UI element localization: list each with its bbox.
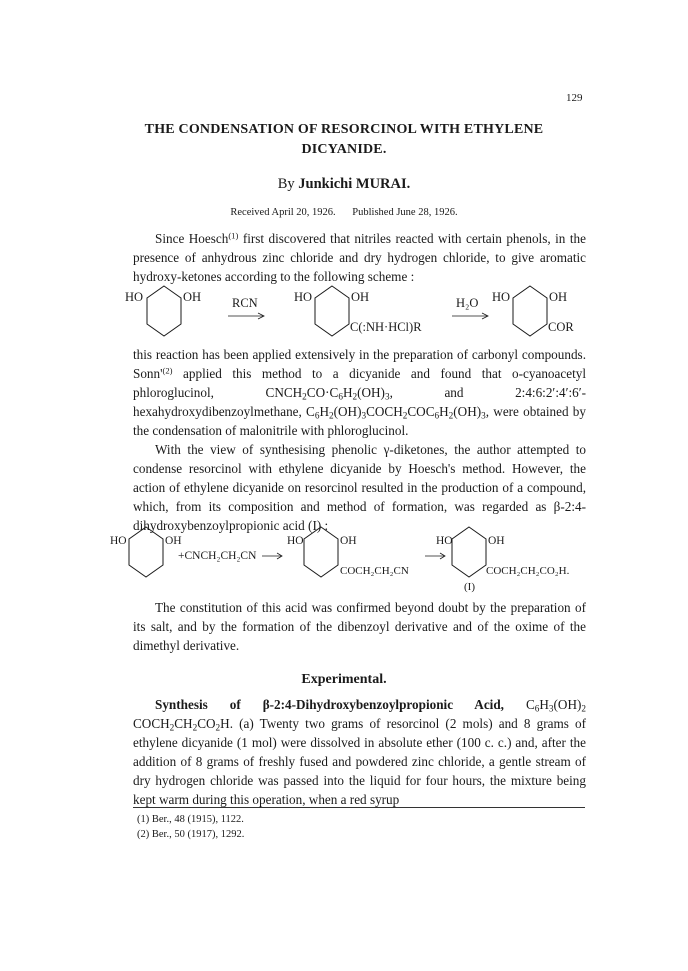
article-title [0, 120, 688, 160]
paragraph-constitution [133, 598, 586, 655]
synthesis-text: Synthesis of β-2:4-Dihydroxybenzoylpropionic Acid, $C_6H_3(OH)_2$ $COCH_2CH_2CO_2H$. (a) Twenty two grams of resorcinol (2 mols) and 8 grams of ethylene dicyanide (1 mol) were dissolved in absolute ether (100 c. c.) and, after the addition of 8 grams of freshly fused and powdered zinc chloride, a gentle stream of dry hydrogen chloride was passed into the liquid for four hours, the mixture being kept warm during this operation, when a red syrup [133, 697, 586, 807]
scheme1-ring-intermediate [315, 286, 349, 336]
scheme1-oh-1: OH [183, 290, 202, 304]
scheme2-ho-3: HO [436, 535, 453, 547]
scheme1-reagent-water: H₂O [456, 296, 479, 310]
scheme1-ho-1: HO [125, 290, 144, 304]
scheme1-imine-substituent: C(:NH·HCl)R [350, 320, 422, 334]
scheme1-ketone-substituent: COR [548, 320, 574, 334]
paragraph-sonn [133, 345, 586, 535]
author-name: Junkichi MURAI. [298, 176, 411, 192]
scheme1-ring-ketone [513, 286, 547, 336]
author-aim-text: With the view of synthesising phenolic γ-diketones, the author attempted to condense resorcinol with ethylene dicyanide by Hoesch's method. However, the action of ethylene dicyanide on resorcinol resulted in the production of a compound, which, from its composition and method of formation, was regarded as β-2:4-dihydroxybenzoylpropionic acid (I) : [133, 442, 586, 533]
published-date: Published June 28, 1926. [352, 207, 458, 218]
footnote-rule [133, 807, 585, 808]
scheme2-oh-3: OH [488, 535, 505, 547]
scheme1-ring-phenol [147, 286, 181, 336]
sonn-text: this reaction has been applied extensively in the preparation of carbonyl compounds. $Sonn'^{(2)}$ applied this method to a dicyanide and found that o-cyanoacetyl phloroglucinol, $CNCH_2CO\cdot C_6H_2(OH)_3$, and 2:4:6:2′:4′:6′-hexahydroxydibenzoylmethane, $C_6H_2(OH)_3COCH_2COC_6H_2(OH)_3$, were obtained by the condensation of malonitrile with phloroglucinol. [133, 347, 586, 438]
footnote-2: (2) Ber., 50 (1917), 1292. [137, 829, 245, 840]
scheme2-acid-substituent: COCH₂CH₂CO₂H. [486, 565, 570, 577]
page-number: 129 [566, 92, 583, 104]
scheme2-reagent: +CNCH₂CH₂CN [178, 550, 257, 562]
scheme1-ho-3: HO [492, 290, 511, 304]
scheme2-oh-2: OH [340, 535, 357, 547]
dates-line [0, 207, 688, 218]
section-heading-experimental: Experimental. [301, 672, 387, 687]
constitution-text: The constitution of this acid was confirmed beyond doubt by the preparation of its salt, and by the formation of the dibenzoyl derivative and of the oxime of the dimethyl derivative. [133, 600, 586, 653]
scheme2-compound-label: (I) [464, 581, 475, 593]
scheme1-reagent-rcn: RCN [232, 296, 258, 310]
scheme1-arrow-2 [452, 313, 488, 319]
scheme2-nitrile-substituent: COCH₂CH₂CN [340, 565, 409, 577]
byline [0, 176, 688, 193]
paragraph-synthesis [133, 695, 586, 809]
title-line-2: DICYANIDE. [301, 142, 387, 157]
scheme2-arrow-2 [425, 553, 445, 559]
scheme2-ho-1: HO [110, 535, 127, 547]
scheme2-arrow-1 [262, 553, 282, 559]
footnotes [133, 812, 586, 842]
scheme1-oh-3: OH [549, 290, 568, 304]
title-line-1: THE CONDENSATION OF RESORCINOL WITH ETHYLENE [144, 122, 544, 137]
scheme2-ho-2: HO [287, 535, 304, 547]
scheme1-ho-2: HO [294, 290, 313, 304]
scheme1-arrow-1 [228, 313, 264, 319]
paragraph-intro [133, 229, 586, 286]
intro-text: Since Hoesch$^{(1)}$ first discovered that nitriles reacted with certain phenols, in the presence of anhydrous zinc chloride and dry hydrogen chloride, to give aromatic hydroxy-ketones according to the following scheme : [133, 230, 586, 284]
scheme1-oh-2: OH [351, 290, 370, 304]
footnote-1: (1) Ber., 48 (1915), 1122. [137, 814, 244, 825]
received-date: Received April 20, 1926. [230, 207, 336, 218]
byline-prefix: By [277, 176, 295, 192]
scheme2-oh-1: OH [165, 535, 182, 547]
